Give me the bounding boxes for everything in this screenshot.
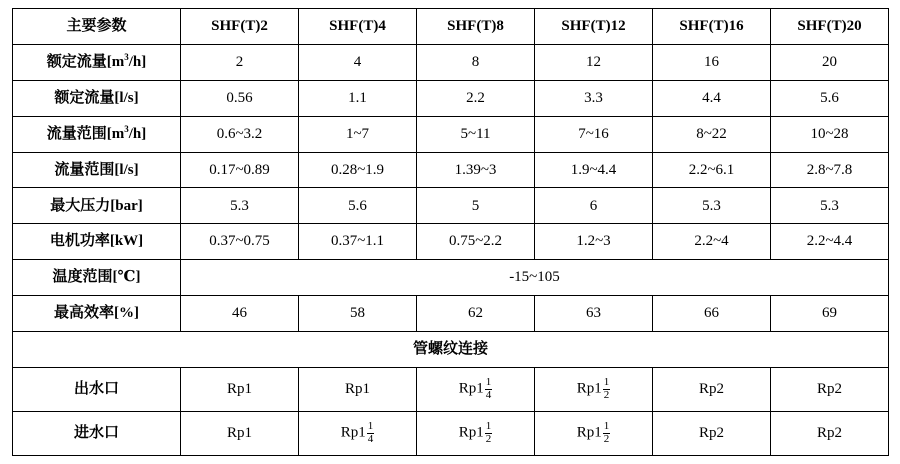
cell-value: 10~28 [771,116,889,152]
cell-value-thread [771,411,889,455]
cell-value-thread [299,367,417,411]
fraction-numerator: 1 [485,376,492,389]
row-label-max-efficiency: 最高效率[%] [13,296,181,332]
table-row [13,296,889,332]
cell-value: 1~7 [299,116,417,152]
thread-value-text: Rp2 [698,381,724,398]
fraction-denominator: 2 [603,388,610,401]
header-model-1: SHF(T)2 [181,9,299,45]
cell-value: 0.6~3.2 [181,116,299,152]
cell-value-thread [535,367,653,411]
cell-value: 62 [417,296,535,332]
cell-value: 0.75~2.2 [417,224,535,260]
table-row [13,44,889,80]
cell-value: 69 [771,296,889,332]
table-row [13,80,889,116]
cell-value: 2.2~4 [653,224,771,260]
cell-value: 6 [535,188,653,224]
cell-value: 2.2~6.1 [653,152,771,188]
cell-value: 5~11 [417,116,535,152]
cell-value: 0.28~1.9 [299,152,417,188]
cell-value: 1.1 [299,80,417,116]
table-row [13,367,889,411]
cell-value: 5.3 [653,188,771,224]
row-label-inlet: 进水口 [13,411,181,455]
cell-value: 46 [181,296,299,332]
fraction-numerator: 1 [603,420,610,433]
thread-value-text: Rp1 [576,424,602,441]
row-label-max-pressure: 最大压力[bar] [13,188,181,224]
thread-value-text: Rp1 [458,380,484,397]
row-label-motor-power: 电机功率[kW] [13,224,181,260]
cell-value: 2.8~7.8 [771,152,889,188]
cell-value: 5 [417,188,535,224]
cell-value: 1.2~3 [535,224,653,260]
thread-section-row [13,332,889,368]
fraction-numerator: 1 [603,376,610,389]
cell-value: 2.2~4.4 [771,224,889,260]
row-label-superscript: 3 [124,123,129,134]
header-model-6: SHF(T)20 [771,9,889,45]
cell-value: 0.56 [181,80,299,116]
fraction-denominator: 4 [485,388,492,401]
cell-value-thread [535,411,653,455]
thread-value-text: Rp2 [698,425,724,442]
cell-value: 0.37~1.1 [299,224,417,260]
row-label-outlet: 出水口 [13,367,181,411]
specification-table [12,8,889,456]
row-label-text: 额定流量[m [46,53,125,70]
cell-value: 3.3 [535,80,653,116]
cell-value-thread [653,411,771,455]
thread-value-text: Rp1 [226,425,252,442]
fraction-denominator: 2 [603,432,610,445]
fraction [485,377,493,401]
table-row [13,152,889,188]
cell-value: 4.4 [653,80,771,116]
thread-value-text: Rp1 [340,424,366,441]
header-model-2: SHF(T)4 [299,9,417,45]
cell-value: 8~22 [653,116,771,152]
cell-value-thread [653,367,771,411]
fraction [603,421,611,445]
row-label-text-suffix: /h] [128,53,147,70]
cell-value: 63 [535,296,653,332]
cell-value: 5.3 [181,188,299,224]
header-parameter-label: 主要参数 [13,9,181,45]
table-row [13,411,889,455]
thread-value-text: Rp1 [576,380,602,397]
fraction [603,377,611,401]
cell-value: 8 [417,44,535,80]
table-row [13,260,889,296]
cell-value: 2.2 [417,80,535,116]
cell-value: 7~16 [535,116,653,152]
fraction-denominator: 2 [485,432,492,445]
cell-value: 2 [181,44,299,80]
header-model-3: SHF(T)8 [417,9,535,45]
fraction-numerator: 1 [485,420,492,433]
thread-value-text: Rp1 [344,381,370,398]
cell-value-thread [417,411,535,455]
cell-value-thread [181,411,299,455]
cell-value-thread [181,367,299,411]
table-row [13,116,889,152]
cell-value: 0.37~0.75 [181,224,299,260]
cell-value: 1.9~4.4 [535,152,653,188]
row-label-flow-range-ls: 流量范围[l/s] [13,152,181,188]
row-label-superscript: 3 [124,51,129,62]
cell-value: 58 [299,296,417,332]
cell-value-temperature-range: -15~105 [181,260,889,296]
thread-value-text: Rp2 [816,381,842,398]
thread-value-text: Rp1 [226,381,252,398]
header-model-5: SHF(T)16 [653,9,771,45]
thread-value-text: Rp2 [816,425,842,442]
row-label-text: 流量范围[m [46,125,125,142]
header-model-4: SHF(T)12 [535,9,653,45]
cell-value: 1.39~3 [417,152,535,188]
row-label-rated-flow-ls: 额定流量[l/s] [13,80,181,116]
table-row [13,188,889,224]
cell-value: 5.6 [299,188,417,224]
fraction [367,421,375,445]
cell-value: 5.3 [771,188,889,224]
thread-value-text: Rp1 [458,424,484,441]
fraction-numerator: 1 [367,420,374,433]
cell-value: 20 [771,44,889,80]
thread-section-title: 管螺纹连接 [13,332,889,368]
row-label-temperature-range: 温度范围[℃] [13,260,181,296]
cell-value-thread [299,411,417,455]
cell-value: 4 [299,44,417,80]
table-header-row [13,9,889,45]
fraction [485,421,493,445]
cell-value-thread [771,367,889,411]
table-row [13,224,889,260]
cell-value-thread [417,367,535,411]
fraction-denominator: 4 [367,432,374,445]
cell-value: 5.6 [771,80,889,116]
row-label-text-suffix: /h] [128,125,147,142]
cell-value: 66 [653,296,771,332]
cell-value: 0.17~0.89 [181,152,299,188]
row-label-flow-range-m3h [13,116,181,152]
row-label-rated-flow-m3h [13,44,181,80]
cell-value: 16 [653,44,771,80]
cell-value: 12 [535,44,653,80]
